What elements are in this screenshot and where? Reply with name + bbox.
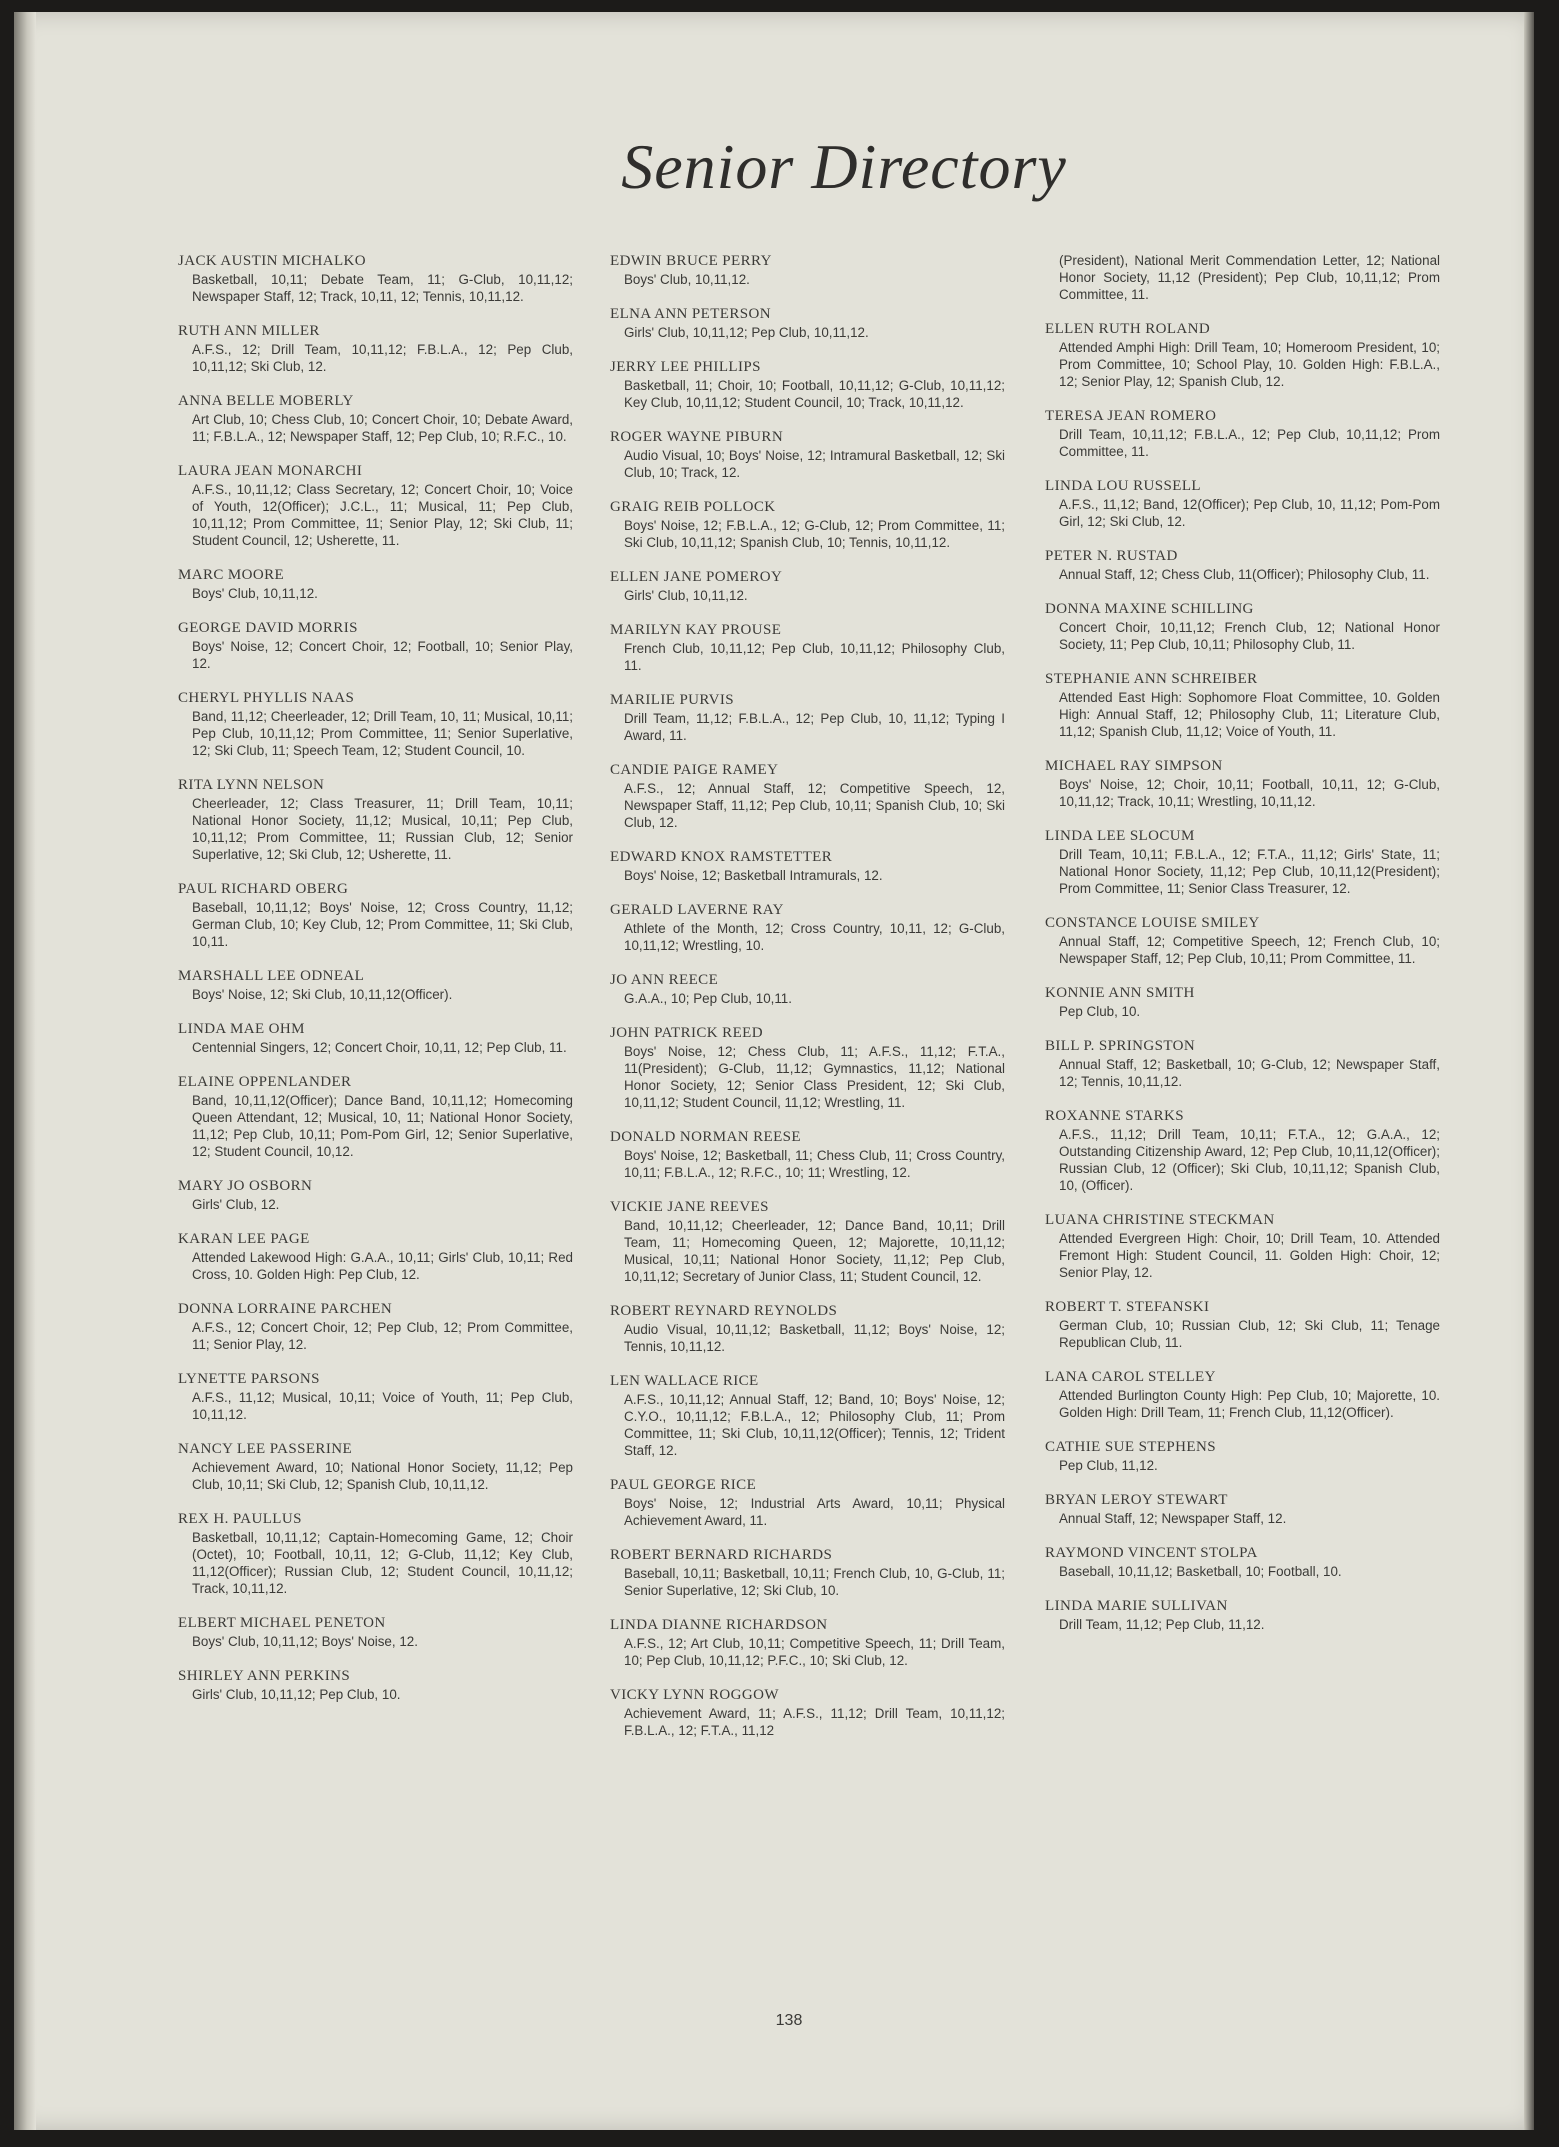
senior-name: GERALD LAVERNE RAY <box>610 902 784 918</box>
senior-entry <box>1045 757 1440 810</box>
senior-name: ROBERT BERNARD RICHARDS <box>610 1547 833 1563</box>
senior-activities: A.F.S., 11,12; Drill Team, 10,11; F.T.A., 12; G.A.A., 12; Outstanding Citizenship Award, 12; Pep Club, 10,11,12(Officer); Russian Club, 12 (Officer); Ski Club, 10,11,12; Spanish Club, 10, (Officer). <box>1059 1127 1440 1193</box>
senior-name: BRYAN LEROY STEWART <box>1045 1492 1228 1508</box>
directory-column-3 <box>1045 252 1440 1650</box>
senior-name: LYNETTE PARSONS <box>178 1371 320 1387</box>
senior-entry <box>1045 1368 1440 1421</box>
senior-entry <box>1045 1211 1440 1281</box>
senior-entry <box>1045 1597 1440 1633</box>
senior-entry <box>178 1440 573 1493</box>
senior-name: CANDIE PAIGE RAMEY <box>610 762 779 778</box>
senior-activities: Boys' Club, 10,11,12. <box>624 272 750 287</box>
senior-entry <box>1045 1491 1440 1527</box>
senior-entry <box>1045 252 1440 303</box>
senior-activities: Basketball, 11; Choir, 10; Football, 10,11,12; G-Club, 10,11,12; Key Club, 10,11,12; Student Council, 10; Track, 10,11,12. <box>624 378 1005 410</box>
senior-entry <box>1045 827 1440 897</box>
senior-entry <box>178 1614 573 1650</box>
senior-entry <box>610 848 1005 884</box>
senior-activities: Annual Staff, 12; Chess Club, 11(Officer); Philosophy Club, 11. <box>1059 567 1430 582</box>
senior-activities: Attended East High: Sophomore Float Committee, 10. Golden High: Annual Staff, 12; Philosophy Club, 11; Literature Club, 11,12; Spanish Club, 11,12; Voice of Youth, 11. <box>1059 690 1440 739</box>
senior-name: GRAIG REIB POLLOCK <box>610 499 776 515</box>
senior-activities: Achievement Award, 10; National Honor Society, 11,12; Pep Club, 10,11; Ski Club, 12; Spanish Club, 10,11,12. <box>192 1460 573 1492</box>
senior-name: ELLEN JANE POMEROY <box>610 569 783 585</box>
senior-name: PETER N. RUSTAD <box>1045 548 1178 564</box>
senior-entry <box>610 761 1005 831</box>
senior-name: ELLEN RUTH ROLAND <box>1045 321 1211 337</box>
senior-activities: Drill Team, 10,11,12; F.B.L.A., 12; Pep Club, 10,11,12; Prom Committee, 11. <box>1059 427 1440 459</box>
senior-entry <box>178 462 573 549</box>
senior-name: ELBERT MICHAEL PENETON <box>178 1615 386 1631</box>
senior-activities: A.F.S., 12; Concert Choir, 12; Pep Club, 12; Prom Committee, 11; Senior Play, 12. <box>192 1320 573 1352</box>
senior-entry <box>610 358 1005 411</box>
senior-activities: Boys' Noise, 12; Ski Club, 10,11,12(Officer). <box>192 987 453 1002</box>
senior-activities: German Club, 10; Russian Club, 12; Ski Club, 11; Tenage Republican Club, 11. <box>1059 1318 1440 1350</box>
senior-activities: Attended Burlington County High: Pep Club, 10; Majorette, 10. Golden High: Drill Team, 11; French Club, 11,12(Officer). <box>1059 1388 1440 1420</box>
senior-activities: Boys' Club, 10,11,12. <box>192 586 318 601</box>
senior-name: LANA CAROL STELLEY <box>1045 1369 1216 1385</box>
senior-name: ROBERT REYNARD REYNOLDS <box>610 1303 838 1319</box>
senior-entry <box>610 305 1005 341</box>
senior-name: RITA LYNN NELSON <box>178 777 325 793</box>
senior-entry <box>178 322 573 375</box>
senior-entry <box>610 1302 1005 1355</box>
senior-entry <box>610 691 1005 744</box>
senior-name: ROXANNE STARKS <box>1045 1108 1184 1124</box>
senior-name: PAUL GEORGE RICE <box>610 1477 757 1493</box>
senior-activities: Attended Evergreen High: Choir, 10; Drill Team, 10. Attended Fremont High: Student Council, 11. Golden High: Choir, 12; Senior Play, 12. <box>1059 1231 1440 1280</box>
senior-name: CATHIE SUE STEPHENS <box>1045 1439 1216 1455</box>
senior-activities: Achievement Award, 11; A.F.S., 11,12; Drill Team, 10,11,12; F.B.L.A., 12; F.T.A., 11,12 <box>624 1706 1005 1738</box>
senior-name: JERRY LEE PHILLIPS <box>610 359 761 375</box>
senior-name: PAUL RICHARD OBERG <box>178 881 349 897</box>
senior-entry <box>178 880 573 950</box>
senior-name: LEN WALLACE RICE <box>610 1373 759 1389</box>
senior-activities: Annual Staff, 12; Basketball, 10; G-Club, 12; Newspaper Staff, 12; Tennis, 10,11,12. <box>1059 1057 1440 1089</box>
senior-entry <box>610 1616 1005 1669</box>
senior-activities: Boys' Noise, 12; Basketball Intramurals, 12. <box>624 868 883 883</box>
senior-activities: Girls' Club, 12. <box>192 1197 280 1212</box>
directory-column-1 <box>178 252 573 1720</box>
binding-edge <box>14 12 36 2130</box>
senior-name: MARC MOORE <box>178 567 285 583</box>
senior-activities: Boys' Noise, 12; Chess Club, 11; A.F.S., 11,12; F.T.A., 11(President); G-Club, 11,12; Gymnastics, 11,12; National Honor Society, 12; Senior Class President, 12; Ski Club, 10,11,12; Student Council, 11,12; Wrestling, 11. <box>624 1044 1005 1110</box>
senior-name: KARAN LEE PAGE <box>178 1231 310 1247</box>
senior-name: ROGER WAYNE PIBURN <box>610 429 784 445</box>
senior-name: ELNA ANN PETERSON <box>610 306 771 322</box>
senior-entry <box>610 1546 1005 1599</box>
senior-entry <box>178 566 573 602</box>
senior-activities: Boys' Noise, 12; Choir, 10,11; Football, 10,11, 12; G-Club, 10,11,12; Track, 10,11; Wrestling, 10,11,12. <box>1059 777 1440 809</box>
senior-activities: Attended Lakewood High: G.A.A., 10,11; Girls' Club, 10,11; Red Cross, 10. Golden High: Pep Club, 12. <box>192 1250 573 1282</box>
senior-entry <box>178 776 573 863</box>
senior-name: BILL P. SPRINGSTON <box>1045 1038 1196 1054</box>
senior-name: LINDA LEE SLOCUM <box>1045 828 1195 844</box>
senior-activities: Basketball, 10,11; Debate Team, 11; G-Club, 10,11,12; Newspaper Staff, 12; Track, 10,11, 12; Tennis, 10,11,12. <box>192 272 573 304</box>
senior-activities: Basketball, 10,11,12; Captain-Homecoming Game, 12; Choir (Octet), 10; Football, 10,11, 12; G-Club, 11,12; Key Club, 11,12(Officer); Russian Club, 12; Student Council, 10,11,12; Track, 10,11,12. <box>192 1530 573 1596</box>
senior-activities: Boys' Noise, 12; F.B.L.A., 12; G-Club, 12; Prom Committee, 11; Ski Club, 10,11,12; Spanish Club, 10; Tennis, 10,11,12. <box>624 518 1005 550</box>
senior-entry <box>610 971 1005 1007</box>
senior-activities: Boys' Noise, 12; Industrial Arts Award, 10,11; Physical Achievement Award, 11. <box>624 1496 1005 1528</box>
senior-activities: A.F.S., 10,11,12; Class Secretary, 12; Concert Choir, 10; Voice of Youth, 12(Officer); J.C.L., 11; Musical, 11; Pep Club, 10,11,12; Prom Committee, 11; Senior Play, 12; Ski Club, 11; Student Council, 12; Usherette, 11. <box>192 482 573 548</box>
senior-entry <box>1045 1037 1440 1090</box>
senior-name: LINDA MARIE SULLIVAN <box>1045 1598 1228 1614</box>
senior-entry <box>178 1230 573 1283</box>
senior-name: MARILIE PURVIS <box>610 692 734 708</box>
senior-activities: French Club, 10,11,12; Pep Club, 10,11,12; Philosophy Club, 11. <box>624 641 1005 673</box>
senior-entry <box>1045 1298 1440 1351</box>
senior-name: JO ANN REECE <box>610 972 719 988</box>
senior-entry <box>178 1020 573 1056</box>
senior-activities: A.F.S., 12; Art Club, 10,11; Competitive Speech, 11; Drill Team, 10; Pep Club, 10,11,12; P.F.C., 10; Ski Club, 12. <box>624 1636 1005 1668</box>
senior-activities: Baseball, 10,11,12; Basketball, 10; Football, 10. <box>1059 1564 1342 1579</box>
senior-entry <box>1045 407 1440 460</box>
senior-entry <box>178 1073 573 1160</box>
senior-name: GEORGE DAVID MORRIS <box>178 620 358 636</box>
senior-entry <box>178 252 573 305</box>
senior-name: JACK AUSTIN MICHALKO <box>178 253 367 269</box>
senior-name: TERESA JEAN ROMERO <box>1045 408 1217 424</box>
senior-name: ANNA BELLE MOBERLY <box>178 393 354 409</box>
senior-name: MARY JO OSBORN <box>178 1178 313 1194</box>
senior-activities: Baseball, 10,11,12; Boys' Noise, 12; Cross Country, 11,12; German Club, 10; Key Club, 12; Prom Committee, 11; Ski Club, 10,11. <box>192 900 573 949</box>
senior-activities: Band, 11,12; Cheerleader, 12; Drill Team, 10, 11; Musical, 10,11; Pep Club, 10,11,12; Prom Committee, 11; Senior Superlative, 12; Ski Club, 11; Speech Team, 12; Student Council, 10. <box>192 709 573 758</box>
senior-name: MARILYN KAY PROUSE <box>610 622 782 638</box>
senior-activities: A.F.S., 12; Annual Staff, 12; Competitive Speech, 12, Newspaper Staff, 11,12; Pep Club, 10,11; Spanish Club, 10; Ski Club, 12. <box>624 781 1005 830</box>
yearbook-page <box>14 12 1534 2130</box>
senior-activities: Drill Team, 11,12; Pep Club, 11,12. <box>1059 1617 1265 1632</box>
senior-entry <box>610 621 1005 674</box>
senior-activities: Drill Team, 11,12; F.B.L.A., 12; Pep Club, 10, 11,12; Typing I Award, 11. <box>624 711 1005 743</box>
senior-entry <box>610 901 1005 954</box>
senior-name: MARSHALL LEE ODNEAL <box>178 968 365 984</box>
senior-activities: Girls' Club, 10,11,12. <box>624 588 748 603</box>
senior-name: VICKY LYNN ROGGOW <box>610 1687 779 1703</box>
senior-entry <box>610 428 1005 481</box>
senior-entry <box>1045 477 1440 530</box>
senior-entry <box>178 1300 573 1353</box>
senior-activities: Attended Amphi High: Drill Team, 10; Homeroom President, 10; Prom Committee, 10; School Play, 10. Golden High: F.B.L.A., 12; Senior Play, 12; Spanish Club, 12. <box>1059 340 1440 389</box>
senior-name: SHIRLEY ANN PERKINS <box>178 1668 351 1684</box>
senior-activities: Girls' Club, 10,11,12; Pep Club, 10,11,12. <box>624 325 869 340</box>
senior-entry <box>610 252 1005 288</box>
senior-entry <box>178 619 573 672</box>
senior-activities: Pep Club, 10. <box>1059 1004 1141 1019</box>
directory-column-2 <box>610 252 1005 1756</box>
senior-entry <box>1045 1544 1440 1580</box>
senior-entry <box>178 1370 573 1423</box>
senior-activities: A.F.S., 10,11,12; Annual Staff, 12; Band, 10; Boys' Noise, 12; C.Y.O., 10,11,12; F.B.L.A., 12; Philosophy Club, 11; Prom Committee, 11; Ski Club, 10,11,12(Officer); Tennis, 12; Trident Staff, 12. <box>624 1392 1005 1458</box>
senior-name: RUTH ANN MILLER <box>178 323 320 339</box>
senior-name: STEPHANIE ANN SCHREIBER <box>1045 671 1258 687</box>
senior-entry <box>610 1686 1005 1739</box>
senior-name: DONNA LORRAINE PARCHEN <box>178 1301 393 1317</box>
senior-entry <box>178 1510 573 1597</box>
senior-entry <box>1045 914 1440 967</box>
senior-activities: Band, 10,11,12(Officer); Dance Band, 10,11,12; Homecoming Queen Attendant, 12; Musical, 10, 11; National Honor Society, 11,12; Pep Club, 10,11; Pom-Pom Girl, 12; Senior Superlative, 12; Student Council, 10,12. <box>192 1093 573 1159</box>
senior-entry <box>178 689 573 759</box>
senior-name: NANCY LEE PASSERINE <box>178 1441 353 1457</box>
senior-name: CHERYL PHYLLIS NAAS <box>178 690 355 706</box>
senior-activities: Cheerleader, 12; Class Treasurer, 11; Drill Team, 10,11; National Honor Society, 11,12; Musical, 10,11; Pep Club, 10,11,12; Prom Committee, 11; Russian Club, 12; Senior Superlative, 12; Ski Club, 12; Usherette, 11. <box>192 796 573 862</box>
senior-name: KONNIE ANN SMITH <box>1045 985 1195 1001</box>
senior-name: DONALD NORMAN REESE <box>610 1129 801 1145</box>
senior-activities: Audio Visual, 10; Boys' Noise, 12; Intramural Basketball, 12; Ski Club, 10; Track, 12. <box>624 448 1005 480</box>
senior-activities: A.F.S., 12; Drill Team, 10,11,12; F.B.L.A., 12; Pep Club, 10,11,12; Ski Club, 12. <box>192 342 573 374</box>
senior-entry <box>178 1667 573 1703</box>
senior-activities: Centennial Singers, 12; Concert Choir, 10,11, 12; Pep Club, 11. <box>192 1040 567 1055</box>
senior-activities: Boys' Noise, 12; Basketball, 11; Chess Club, 11; Cross Country, 10,11; F.B.L.A., 12; R.F.C., 10; 11; Wrestling, 12. <box>624 1148 1005 1180</box>
page-number: 138 <box>775 2012 803 2029</box>
senior-activities: Boys' Noise, 12; Concert Choir, 12; Football, 10; Senior Play, 12. <box>192 639 573 671</box>
senior-activities: G.A.A., 10; Pep Club, 10,11. <box>624 991 792 1006</box>
page-edge <box>1524 12 1534 2130</box>
senior-entry <box>610 1024 1005 1111</box>
senior-name: DONNA MAXINE SCHILLING <box>1045 601 1254 617</box>
senior-activities: Baseball, 10,11; Basketball, 10,11; French Club, 10, G-Club, 11; Senior Superlative, 12; Ski Club, 10. <box>624 1566 1005 1598</box>
senior-entry <box>178 392 573 445</box>
senior-activities: Audio Visual, 10,11,12; Basketball, 11,12; Boys' Noise, 12; Tennis, 10,11,12. <box>624 1322 1005 1354</box>
senior-name: JOHN PATRICK REED <box>610 1025 763 1041</box>
senior-name: LINDA MAE OHM <box>178 1021 305 1037</box>
senior-activities: Athlete of the Month, 12; Cross Country, 10,11, 12; G-Club, 10,11,12; Wrestling, 10. <box>624 921 1005 953</box>
senior-entry <box>610 1198 1005 1285</box>
senior-activities: Girls' Club, 10,11,12; Pep Club, 10. <box>192 1687 401 1702</box>
senior-name: REX H. PAULLUS <box>178 1511 302 1527</box>
senior-activities: Boys' Club, 10,11,12; Boys' Noise, 12. <box>192 1634 418 1649</box>
senior-name: CONSTANCE LOUISE SMILEY <box>1045 915 1260 931</box>
senior-entry <box>610 1476 1005 1529</box>
senior-name: ELAINE OPPENLANDER <box>178 1074 352 1090</box>
senior-entry <box>1045 984 1440 1020</box>
senior-activities: Concert Choir, 10,11,12; French Club, 12; National Honor Society, 11; Pep Club, 10,11; Philosophy Club, 11. <box>1059 620 1440 652</box>
senior-entry <box>1045 1107 1440 1194</box>
senior-name: LAURA JEAN MONARCHI <box>178 463 363 479</box>
senior-activities: Drill Team, 10,11; F.B.L.A., 12; F.T.A., 11,12; Girls' State, 11; National Honor Society, 11,12; Pep Club, 10,11,12(President); Prom Committee, 11; Senior Class Treasurer, 12. <box>1059 847 1440 896</box>
senior-activities: Annual Staff, 12; Newspaper Staff, 12. <box>1059 1511 1287 1526</box>
senior-entry <box>610 1372 1005 1459</box>
senior-entry <box>1045 670 1440 740</box>
senior-activities: A.F.S., 11,12; Band, 12(Officer); Pep Club, 10, 11,12; Pom-Pom Girl, 12; Ski Club, 12. <box>1059 497 1440 529</box>
senior-activities: Band, 10,11,12; Cheerleader, 12; Dance Band, 10,11; Drill Team, 11; Homecoming Queen, 12; Majorette, 10,11,12; Musical, 10,11; National Honor Society, 11,12; Pep Club, 10,11,12; Secretary of Junior Class, 11; Student Council, 12. <box>624 1218 1005 1284</box>
senior-entry <box>178 1177 573 1213</box>
senior-activities: Art Club, 10; Chess Club, 10; Concert Choir, 10; Debate Award, 11; F.B.L.A., 12; Newspaper Staff, 12; Pep Club, 10; R.F.C., 10. <box>192 412 573 444</box>
page-title: Senior Directory <box>621 131 1067 202</box>
senior-activities: A.F.S., 11,12; Musical, 10,11; Voice of Youth, 11; Pep Club, 10,11,12. <box>192 1390 573 1422</box>
senior-activities: (President), National Merit Commendation Letter, 12; National Honor Society, 11,12 (President); Pep Club, 10,11,12; Prom Committee, 11. <box>1059 253 1440 302</box>
senior-entry <box>1045 547 1440 583</box>
senior-name: LUANA CHRISTINE STECKMAN <box>1045 1212 1275 1228</box>
senior-name: LINDA LOU RUSSELL <box>1045 478 1201 494</box>
senior-entry <box>1045 600 1440 653</box>
senior-entry <box>610 498 1005 551</box>
senior-name: MICHAEL RAY SIMPSON <box>1045 758 1223 774</box>
senior-entry <box>1045 1438 1440 1474</box>
senior-entry <box>178 967 573 1003</box>
senior-activities: Annual Staff, 12; Competitive Speech, 12; French Club, 10; Newspaper Staff, 12; Pep Club, 10,11; Prom Committee, 11. <box>1059 934 1440 966</box>
senior-entry <box>610 568 1005 604</box>
senior-entry <box>610 1128 1005 1181</box>
senior-name: ROBERT T. STEFANSKI <box>1045 1299 1210 1315</box>
senior-entry <box>1045 320 1440 390</box>
senior-activities: Pep Club, 11,12. <box>1059 1458 1158 1473</box>
senior-name: EDWIN BRUCE PERRY <box>610 253 772 269</box>
senior-name: LINDA DIANNE RICHARDSON <box>610 1617 828 1633</box>
senior-name: RAYMOND VINCENT STOLPA <box>1045 1545 1258 1561</box>
senior-name: EDWARD KNOX RAMSTETTER <box>610 849 833 865</box>
senior-name: VICKIE JANE REEVES <box>610 1199 769 1215</box>
